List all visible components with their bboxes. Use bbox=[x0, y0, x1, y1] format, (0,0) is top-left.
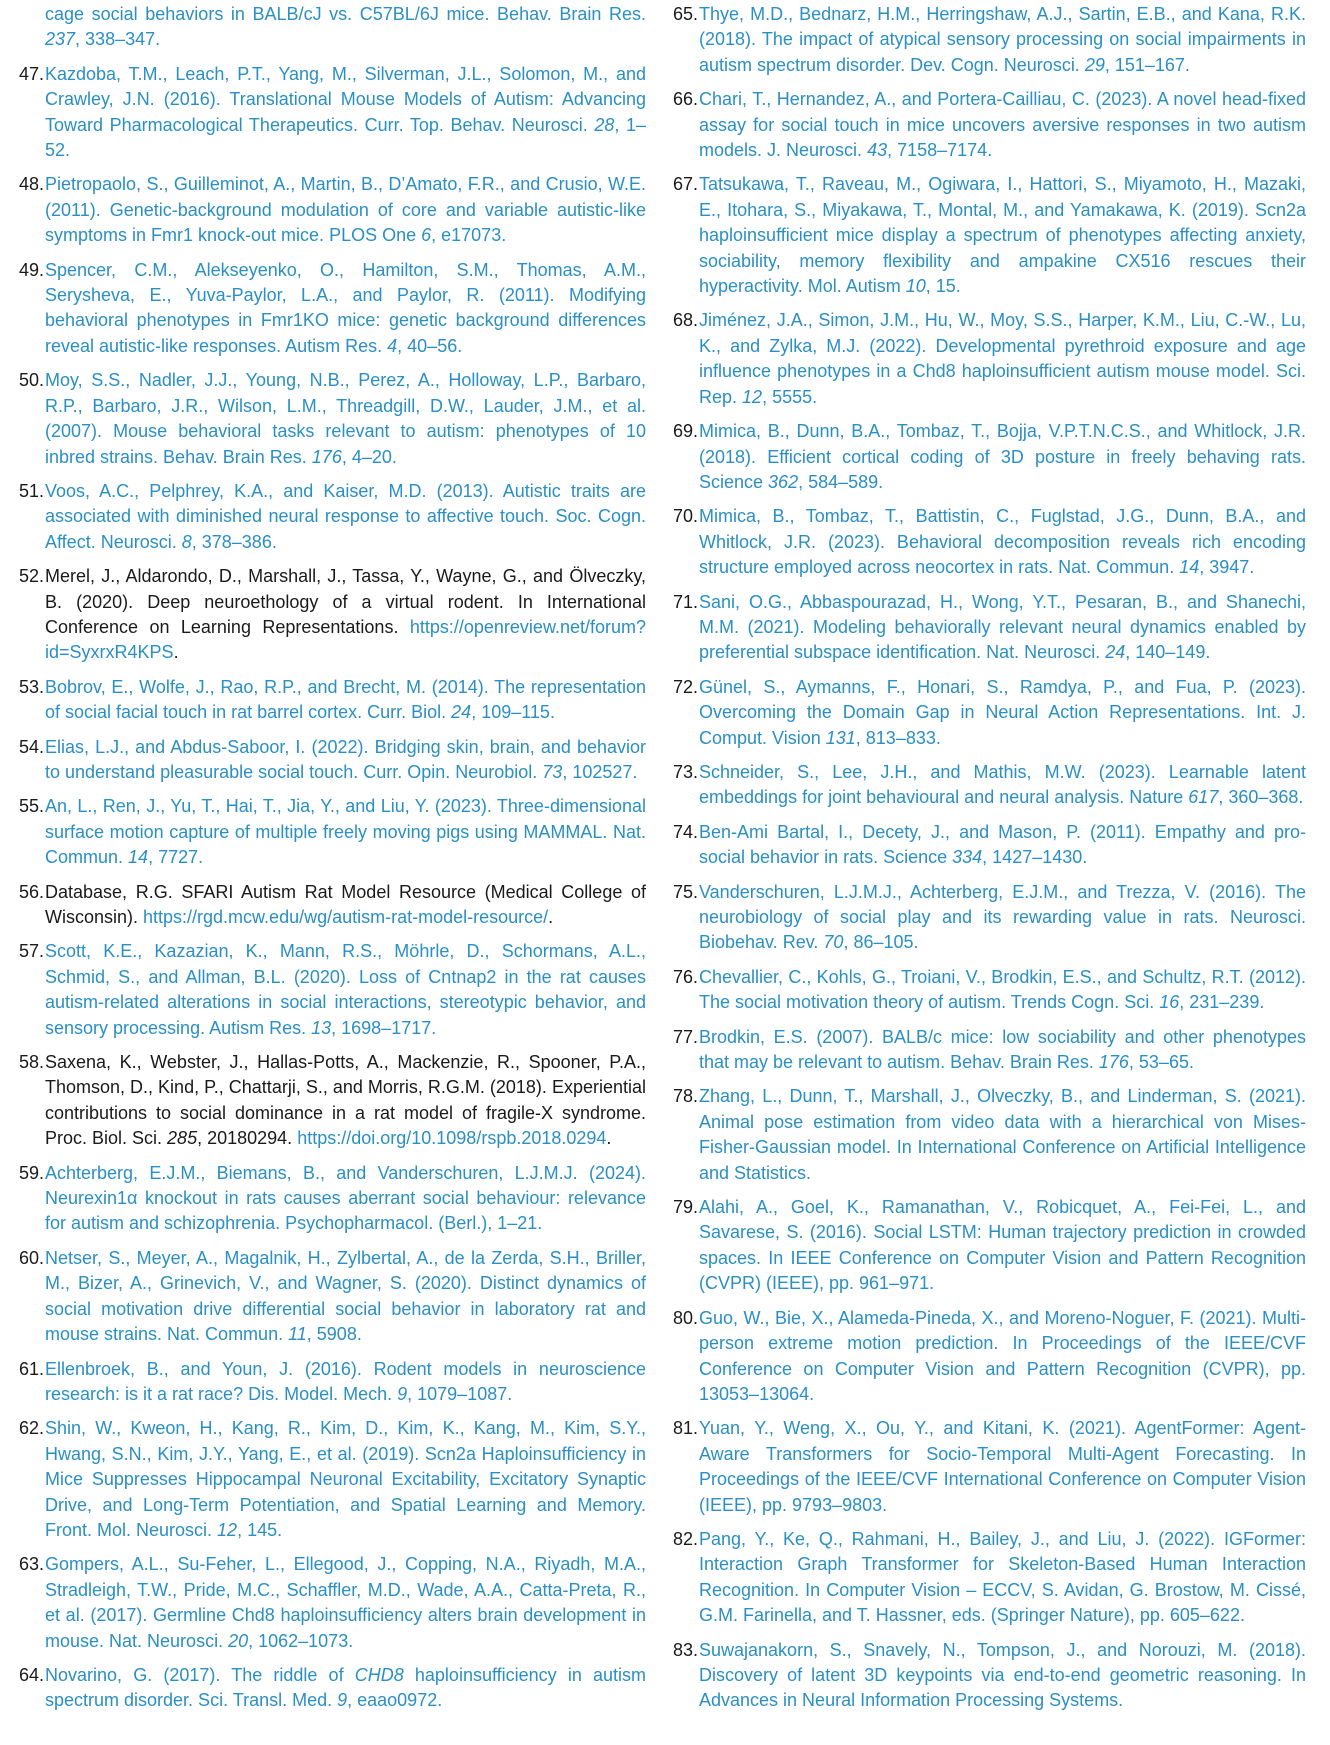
reference-entry bbox=[673, 1638, 1306, 1714]
reference-citation-link[interactable]: Günel, S., Aymanns, F., Honari, S., Ramdya, P., and Fua, P. (2023). Overcoming the Domain Gap in Neural Action Representations. Int. J. Comput. Vision bbox=[699, 676, 1306, 748]
reference-citation-link[interactable]: Mimica, B., Tombaz, T., Battistin, C., Fuglstad, J.G., Dunn, B.A., and Whitlock, J.R. (2023). Behavioral decomposition reveals rich encoding structure employed across neocortex in rats. Nat. Commun. bbox=[699, 506, 1306, 578]
reference-citation-link[interactable]: Elias, L.J., and Abdus-Saboor, I. (2022). Bridging skin, brain, and behavior to understand pleasurable social touch. Curr. Opin. Neurobiol. bbox=[45, 736, 646, 782]
reference-entry bbox=[19, 258, 646, 360]
reference-citation-link[interactable]: 9 bbox=[337, 1690, 348, 1711]
reference-citation-link[interactable]: 176 bbox=[1098, 1052, 1129, 1073]
reference-citation-link[interactable]: 334 bbox=[952, 847, 983, 868]
reference-number: 83. bbox=[673, 1639, 699, 1660]
reference-entry bbox=[19, 880, 646, 931]
reference-citation-link[interactable]: Pietropaolo, S., Guilleminot, A., Martin, B., D’Amato, F.R., and Crusio, W.E. (2011). Genetic-background modulation of core and variable autistic-like symptoms in Fmr1 knock-out mice. PLOS One bbox=[45, 174, 646, 246]
reference-citation-link[interactable]: Chevallier, C., Kohls, G., Troiani, V., Brodkin, E.S., and Schultz, R.T. (2012). The social motivation theory of autism. Trends Cogn. Sci. bbox=[699, 966, 1306, 1013]
reference-citation-link[interactable]: , 1427–1430. bbox=[982, 847, 1088, 868]
reference-number: 66. bbox=[673, 89, 699, 110]
reference-text: . bbox=[606, 1128, 612, 1149]
reference-citation-link[interactable]: Netser, S., Meyer, A., Magalnik, H., Zylbertal, A., de la Zerda, S.H., Briller, M., Bizer, A., Grinevich, V., and Wagner, S. (2020). Distinct dynamics of social motivation drive differential social behavior in laboratory rat and mouse strains. Nat. Commun. bbox=[45, 1247, 646, 1345]
reference-citation-link[interactable]: , 7158–7174. bbox=[887, 140, 993, 161]
reference-text: Merel, J., Aldarondo, D., Marshall, J., Tassa, Y., Wayne, G., and Ölveczky, B. (2020). Deep neuroethology of a virtual rodent. In International Conference on Learning Representations. bbox=[45, 566, 646, 637]
reference-number: 55. bbox=[19, 796, 45, 817]
reference-entry bbox=[19, 172, 646, 248]
reference-citation-link[interactable]: , 140–149. bbox=[1125, 642, 1211, 663]
reference-citation-link[interactable]: , 338–347. bbox=[75, 29, 161, 50]
reference-citation-link[interactable]: Jiménez, J.A., Simon, J.M., Hu, W., Moy, S.S., Harper, K.M., Liu, C.-W., Lu, K., and Zylka, M.J. (2022). Developmental pyrethroid exposure and age influence phenotypes in a Chd8 haploinsufficient autism mouse model. Sci. Rep. bbox=[699, 310, 1306, 407]
reference-column-right bbox=[673, 2, 1306, 1723]
reference-citation-link[interactable]: , 145. bbox=[237, 1519, 283, 1540]
reference-citation-link[interactable]: , 7727. bbox=[148, 847, 204, 868]
reference-number: 60. bbox=[19, 1247, 45, 1268]
reference-entry bbox=[19, 479, 646, 555]
reference-citation-link[interactable]: , 3947. bbox=[1199, 557, 1255, 578]
reference-number: 54. bbox=[19, 736, 45, 757]
reference-number: 53. bbox=[19, 676, 45, 697]
reference-citation-link[interactable]: , 584–589. bbox=[798, 471, 884, 492]
reference-citation-link[interactable]: 28 bbox=[594, 114, 615, 135]
reference-citation-link[interactable]: 12 bbox=[217, 1519, 238, 1540]
reference-url-link[interactable]: https://openreview.net/forum?id=SyxrxR4KPS bbox=[45, 616, 646, 663]
reference-citation-link[interactable]: An, L., Ren, J., Yu, T., Hai, T., Jia, Y., and Liu, Y. (2023). Three-dimensional surface motion capture of multiple freely moving pigs using MAMMAL. Nat. Commun. bbox=[45, 796, 646, 868]
reference-number: 68. bbox=[673, 310, 699, 331]
reference-citation-link[interactable]: 20 bbox=[228, 1630, 249, 1651]
reference-citation-link[interactable]: , 231–239. bbox=[1179, 992, 1265, 1013]
reference-number: 71. bbox=[673, 591, 699, 612]
reference-entry bbox=[673, 675, 1306, 751]
reference-citation-link[interactable]: 237 bbox=[45, 29, 76, 50]
reference-number: 81. bbox=[673, 1418, 699, 1439]
reference-citation-link[interactable]: , 1698–1717. bbox=[331, 1017, 437, 1038]
reference-entry bbox=[673, 87, 1306, 163]
reference-citation-link[interactable]: Bobrov, E., Wolfe, J., Rao, R.P., and Brecht, M. (2014). The representation of social facial touch in rat barrel cortex. Curr. Biol. bbox=[45, 676, 646, 723]
reference-entry bbox=[19, 368, 646, 470]
reference-citation-link[interactable]: Suwajanakorn, S., Snavely, N., Tompson, J., and Norouzi, M. (2018). Discovery of latent 3D keypoints via end-to-end geometric reasoning. In Advances in Neural Information Processing Systems. bbox=[699, 1639, 1306, 1711]
reference-number: 64. bbox=[19, 1664, 45, 1685]
reference-citation-link[interactable]: Pang, Y., Ke, Q., Rahmani, H., Bailey, J., and Liu, J. (2022). IGFormer: Interaction Graph Transformer for Skeleton-Based Human Interaction Recognition. In Computer Vision – ECCV, S. Avidan, G. Brostow, M. Cissé, G.M. Farinella, and T. Hassner, eds. (Springer Nature), pp. 605–622. bbox=[699, 1528, 1306, 1626]
reference-citation-link[interactable]: , 40–56. bbox=[397, 335, 463, 356]
reference-citation-link[interactable]: , 378–386. bbox=[191, 531, 277, 552]
reference-citation-link[interactable]: Yuan, Y., Weng, X., Ou, Y., and Kitani, K. (2021). AgentFormer: Agent-Aware Transformers for Socio-Temporal Multi-Agent Forecasting. In Proceedings of the IEEE/CVF International Conference on Computer Vision (IEEE), pp. 9793–9803. bbox=[699, 1418, 1306, 1515]
reference-entry bbox=[19, 939, 646, 1041]
reference-entry bbox=[673, 308, 1306, 410]
reference-number: 75. bbox=[673, 881, 699, 902]
reference-url-link[interactable]: https://doi.org/10.1098/rspb.2018.0294 bbox=[297, 1128, 607, 1149]
reference-entry bbox=[673, 419, 1306, 495]
reference-citation-link[interactable]: , 1062–1073. bbox=[248, 1630, 354, 1651]
reference-citation-link[interactable]: 362 bbox=[768, 471, 799, 492]
reference-entry bbox=[673, 880, 1306, 956]
reference-citation-link[interactable]: 8 bbox=[181, 531, 192, 552]
reference-entry bbox=[19, 62, 646, 164]
reference-citation-link[interactable]: , 15. bbox=[925, 276, 961, 297]
reference-citation-link[interactable]: 24 bbox=[1105, 642, 1126, 663]
reference-citation-link[interactable]: 617 bbox=[1188, 787, 1219, 808]
reference-citation-link[interactable]: , 86–105. bbox=[843, 932, 919, 953]
reference-citation-link[interactable]: Achterberg, E.J.M., Biemans, B., and Vanderschuren, L.J.M.J. (2024). Neurexin1α knockout in rats causes aberrant social behaviour: relevance for autism and schizophrenia. Psychopharmacol. (Berl.), 1–21. bbox=[45, 1162, 646, 1234]
reference-number: 80. bbox=[673, 1307, 699, 1328]
reference-number: 63. bbox=[19, 1554, 45, 1575]
reference-citation-link[interactable]: Scott, K.E., Kazazian, K., Mann, R.S., Möhrle, D., Schormans, A.L., Schmid, S., and Allman, B.L. (2020). Loss of Cntnap2 in the rat causes autism-related alterations in social interactions, stereotypic behavior, and sensory processing. Autism Res. bbox=[45, 941, 646, 1038]
reference-entry bbox=[19, 1357, 646, 1408]
reference-number: 76. bbox=[673, 966, 699, 987]
reference-citation-link[interactable]: cage social behaviors in BALB/cJ vs. C57BL/6J mice. Behav. Brain Res. bbox=[45, 4, 646, 24]
reference-citation-link[interactable]: Brodkin, E.S. (2007). BALB/c mice: low sociability and other phenotypes that may be relevant to autism. Behav. Brain Res. bbox=[699, 1026, 1306, 1073]
reference-citation-link[interactable]: Sani, O.G., Abbaspourazad, H., Wong, Y.T., Pesaran, B., and Shanechi, M.M. (2021). Modeling behaviorally relevant neural dynamics enabled by preferential subspace identification. Nat. Neurosci. bbox=[699, 591, 1306, 663]
reference-citation-link[interactable]: Chari, T., Hernandez, A., and Portera-Cailliau, C. (2023). A novel head-fixed assay for social touch in mice uncovers aversive responses in two autism models. J. Neurosci. bbox=[699, 89, 1306, 161]
reference-number: 48. bbox=[19, 174, 45, 195]
reference-text: . bbox=[548, 907, 554, 927]
reference-entry bbox=[673, 1416, 1306, 1518]
reference-entry bbox=[22, 2, 646, 53]
reference-citation-link[interactable]: , 4–20. bbox=[341, 446, 397, 467]
reference-citation-link[interactable]: Shin, W., Kweon, H., Kang, R., Kim, D., Kim, K., Kang, M., Kim, S.Y., Hwang, S.N., Kim, J.Y., Yang, E., et al. (2019). Scn2a Haploinsufficiency in Mice Suppresses Hippocampal Neuronal Excitability, Excitatory Synaptic Drive, and Long-Term Potentiation, and Spatial Learning and Memory. Front. Mol. Neurosci. bbox=[45, 1418, 646, 1540]
reference-citation-link[interactable]: 14 bbox=[1179, 557, 1200, 578]
reference-number: 69. bbox=[673, 421, 699, 442]
reference-entry bbox=[673, 760, 1306, 811]
reference-citation-link[interactable]: 176 bbox=[311, 446, 342, 467]
reference-number: 56. bbox=[19, 881, 45, 902]
reference-citation-link[interactable]: Schneider, S., Lee, J.H., and Mathis, M.W. (2023). Learnable latent embeddings for joint behavioural and neural analysis. Nature bbox=[699, 761, 1306, 808]
reference-citation-link[interactable]: , 1079–1087. bbox=[407, 1383, 513, 1404]
reference-citation-link[interactable]: Kazdoba, T.M., Leach, P.T., Yang, M., Silverman, J.L., Solomon, M., and Crawley, J.N. (2016). Translational Mouse Models of Autism: Advancing Toward Pharmacological Therapeutics. Curr. Top. Behav. Neurosci. bbox=[45, 63, 646, 135]
reference-citation-link[interactable]: 10 bbox=[905, 276, 926, 297]
reference-citation-link[interactable]: Alahi, A., Goel, K., Ramanathan, V., Robicquet, A., Fei-Fei, L., and Savarese, S. (2016). Social LSTM: Human trajectory prediction in crowded spaces. In IEEE Conference on Computer Vision and Pattern Recognition (CVPR) (IEEE), pp. 961–971. bbox=[699, 1197, 1306, 1294]
reference-citation-link[interactable]: Ellenbroek, B., and Youn, J. (2016). Rodent models in neuroscience research: is it a rat race? Dis. Model. Mech. bbox=[45, 1358, 646, 1404]
reference-entry bbox=[673, 1084, 1306, 1186]
reference-citation-link[interactable]: Thye, M.D., Bednarz, H.M., Herringshaw, A.J., Sartin, E.B., and Kana, R.K. (2018). The impact of atypical sensory processing on social impairments in autism spectrum disorder. Dev. Cogn. Neurosci. bbox=[699, 4, 1306, 75]
reference-number: 70. bbox=[673, 506, 699, 527]
reference-citation-link[interactable]: , 360–368. bbox=[1218, 787, 1304, 808]
reference-number: 52. bbox=[19, 566, 45, 587]
reference-number: 59. bbox=[19, 1162, 45, 1183]
reference-entry bbox=[19, 1246, 646, 1348]
reference-entry bbox=[19, 794, 646, 870]
reference-citation-link[interactable]: Tatsukawa, T., Raveau, M., Ogiwara, I., Hattori, S., Miyamoto, H., Mazaki, E., Itohara, S., Miyakawa, T., Montal, M., and Yamakawa, K. (2019). Scn2a haploinsufficient mice display a spectrum of phenotypes affecting anxiety, sociability, memory flexibility and ampakine CX516 rescues their hyperactivity. Mol. Autism bbox=[699, 174, 1306, 297]
reference-number: 50. bbox=[19, 370, 45, 391]
reference-citation-link[interactable]: Vanderschuren, L.J.M.J., Achterberg, E.J.M., and Trezza, V. (2016). The neurobiology of social play and its rewarding value in rats. Neurosci. Biobehav. Rev. bbox=[699, 881, 1306, 953]
reference-text: Saxena, K., Webster, J., Hallas-Potts, A., Mackenzie, R., Spooner, P.A., Thomson, D., Kind, P., Chattarji, S., and Morris, R.G.M. (2018). Experiential contributions to social dominance in a rat model of fragile-X syndrome. Proc. Biol. Sci. bbox=[45, 1052, 646, 1149]
reference-citation-link[interactable]: , eaao0972. bbox=[347, 1690, 443, 1711]
reference-citation-link[interactable]: , 5908. bbox=[306, 1324, 362, 1345]
reference-citation-link[interactable]: 70 bbox=[823, 932, 844, 953]
reference-citation-link[interactable]: 12 bbox=[742, 386, 763, 407]
reference-citation-link[interactable]: 9 bbox=[397, 1383, 408, 1404]
reference-citation-link[interactable]: , 151–167. bbox=[1104, 54, 1190, 75]
reference-number: 57. bbox=[19, 941, 45, 962]
reference-url-link[interactable]: https://rgd.mcw.edu/wg/autism-rat-model-resource/ bbox=[143, 907, 549, 927]
reference-entry bbox=[19, 1663, 646, 1714]
reference-citation-link[interactable]: Moy, S.S., Nadler, J.J., Young, N.B., Perez, A., Holloway, L.P., Barbaro, R.P., Barbaro, J.R., Wilson, L.M., Threadgill, D.W., Lauder, J.M., et al. (2007). Mouse behavioral tasks relevant to autism: phenotypes of 10 inbred strains. Behav. Brain Res. bbox=[45, 370, 646, 467]
reference-entry bbox=[19, 1416, 646, 1543]
reference-text: 285 bbox=[167, 1128, 198, 1149]
reference-entry bbox=[673, 1195, 1306, 1297]
reference-citation-link[interactable]: 43 bbox=[867, 140, 888, 161]
reference-citation-link[interactable]: Zhang, L., Dunn, T., Marshall, J., Olveczky, B., and Linderman, S. (2021). Animal pose estimation from video data with a hierarchical von Mises-Fisher-Gaussian model. In International Conference on Artificial Intelligence and Statistics. bbox=[699, 1086, 1306, 1183]
reference-text: , 20180294. bbox=[197, 1128, 298, 1149]
reference-number: 74. bbox=[673, 821, 699, 842]
reference-citation-link[interactable]: Voos, A.C., Pelphrey, K.A., and Kaiser, M.D. (2013). Autistic traits are associated with diminished neural response to affective touch. Soc. Cogn. Affect. Neurosci. bbox=[45, 480, 646, 552]
reference-citation-link[interactable]: 11 bbox=[288, 1324, 307, 1345]
reference-citation-link[interactable]: 16 bbox=[1159, 992, 1180, 1013]
reference-entry bbox=[19, 735, 646, 786]
reference-entry bbox=[673, 965, 1306, 1016]
reference-citation-link[interactable]: Mimica, B., Dunn, B.A., Tombaz, T., Bojja, V.P.T.N.C.S., and Whitlock, J.R. (2018). Efficient cortical coding of 3D posture in freely behaving rats. Science bbox=[699, 421, 1306, 492]
reference-entry bbox=[673, 1306, 1306, 1408]
reference-citation-link[interactable]: 73 bbox=[542, 761, 563, 782]
reference-number: 79. bbox=[673, 1197, 699, 1218]
reference-number: 72. bbox=[673, 676, 699, 697]
reference-entry bbox=[19, 1050, 646, 1152]
reference-number: 61. bbox=[19, 1358, 45, 1379]
reference-citation-link[interactable]: , 109–115. bbox=[471, 702, 555, 723]
reference-citation-link[interactable]: , 1–52. bbox=[45, 114, 646, 161]
reference-citation-link[interactable]: , 53–65. bbox=[1128, 1052, 1194, 1073]
reference-number: 82. bbox=[673, 1528, 699, 1549]
reference-entry bbox=[19, 1552, 646, 1654]
reference-entry bbox=[673, 172, 1306, 299]
reference-citation-link[interactable]: Guo, W., Bie, X., Alameda-Pineda, X., and Moreno-Noguer, F. (2021). Multi-person extreme motion prediction. In Proceedings of the IEEE/CVF Conference on Computer Vision and Pattern Recognition (CVPR), pp. 13053–13064. bbox=[699, 1307, 1306, 1404]
reference-citation-link[interactable]: , e17073. bbox=[431, 225, 507, 246]
reference-number: 47. bbox=[19, 63, 45, 84]
reference-number: 58. bbox=[19, 1052, 45, 1073]
reference-citation-link[interactable]: 6 bbox=[421, 225, 432, 246]
reference-citation-link[interactable]: Ben-Ami Bartal, I., Decety, J., and Mason, P. (2011). Empathy and pro-social behavior in rats. Science bbox=[699, 821, 1306, 868]
reference-citation-link[interactable]: , 102527. bbox=[562, 761, 638, 782]
reference-number: 67. bbox=[673, 174, 699, 195]
reference-citation-link[interactable]: haploinsufficiency in autism spectrum disorder. Sci. Transl. Med. bbox=[45, 1664, 646, 1711]
reference-entry bbox=[19, 564, 646, 666]
reference-number: 62. bbox=[19, 1418, 45, 1439]
reference-citation-link[interactable]: 14 bbox=[128, 847, 149, 868]
reference-citation-link[interactable]: 24 bbox=[451, 702, 472, 723]
reference-entry bbox=[673, 590, 1306, 666]
reference-entry bbox=[673, 2, 1306, 78]
reference-citation-link[interactable]: , 813–833. bbox=[855, 727, 941, 748]
reference-number: 51. bbox=[19, 480, 45, 501]
reference-citation-link[interactable]: 4 bbox=[387, 335, 398, 356]
reference-citation-link[interactable]: , 5555. bbox=[762, 386, 818, 407]
reference-entry bbox=[19, 1161, 646, 1237]
reference-citation-link[interactable]: Novarino, G. (2017). The riddle of bbox=[45, 1664, 355, 1685]
reference-citation-link[interactable]: CHD8 bbox=[354, 1664, 404, 1685]
reference-citation-link[interactable]: 13 bbox=[311, 1017, 332, 1038]
reference-column-left bbox=[19, 2, 646, 1723]
reference-entry bbox=[673, 1025, 1306, 1076]
reference-entry bbox=[19, 675, 646, 726]
reference-citation-link[interactable]: 29 bbox=[1084, 54, 1105, 75]
reference-citation-link[interactable]: 131 bbox=[825, 727, 856, 748]
reference-number: 49. bbox=[19, 259, 45, 280]
reference-entry bbox=[673, 820, 1306, 871]
reference-citation-link[interactable]: Spencer, C.M., Alekseyenko, O., Hamilton, S.M., Thomas, A.M., Serysheva, E., Yuva-Paylor, L.A., and Paylor, R. (2011). Modifying behavioral phenotypes in Fmr1KO mice: genetic background differences reveal autistic-like responses. Autism Res. bbox=[45, 259, 646, 356]
reference-citation-link[interactable]: Gompers, A.L., Su-Feher, L., Ellegood, J., Copping, N.A., Riyadh, M.A., Stradleigh, T.W., Pride, M.C., Schaffler, M.D., Wade, A.A., Catta-Preta, R., et al. (2017). Germline Chd8 haploinsufficiency alters brain development in mouse. Nat. Neurosci. bbox=[45, 1554, 646, 1651]
reference-number: 65. bbox=[673, 4, 699, 24]
reference-entry bbox=[673, 1527, 1306, 1629]
reference-entry bbox=[673, 504, 1306, 580]
reference-text: Database, R.G. SFARI Autism Rat Model Resource (Medical College of Wisconsin). bbox=[45, 881, 646, 927]
reference-number: 78. bbox=[673, 1086, 699, 1107]
reference-text: . bbox=[173, 642, 179, 663]
reference-number: 77. bbox=[673, 1026, 699, 1047]
reference-number: 73. bbox=[673, 761, 699, 782]
